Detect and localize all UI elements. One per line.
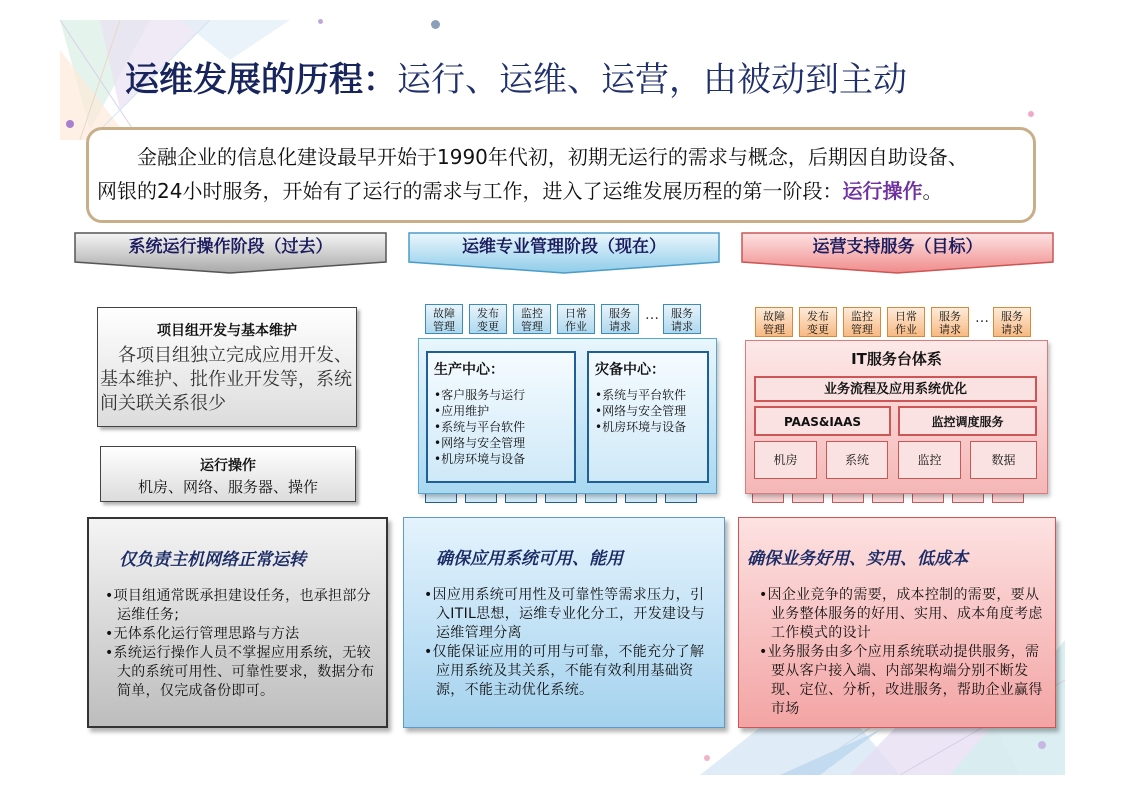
tab-line: 管理 bbox=[521, 320, 543, 333]
list-item: •因应用系统可用性及可靠性等需求压力，引入ITIL思想，运维专业化分工，开发建设与运维管理分离 bbox=[424, 587, 705, 641]
tick bbox=[872, 494, 904, 503]
tab-line: 服务 bbox=[939, 310, 961, 323]
tab-line: 日常 bbox=[895, 310, 917, 323]
past-dev-title: 项目组开发与基本维护 bbox=[157, 323, 297, 339]
ellipsis: … bbox=[645, 307, 659, 323]
dr-center-box bbox=[587, 351, 709, 483]
bottom-present-list bbox=[424, 586, 714, 700]
cell-system: 系统 bbox=[826, 441, 888, 479]
bottom-past-list bbox=[105, 587, 376, 701]
tab-fault-management bbox=[425, 304, 463, 334]
monitor-dispatch-box: 监控调度服务 bbox=[898, 406, 1037, 436]
tab-monitor-management bbox=[843, 307, 881, 337]
bottom-panel-present bbox=[403, 517, 725, 728]
past-dev-body: 各项目组独立完成应用开发、基本维护、批作业开发等，系统间关联关系很少 bbox=[100, 345, 352, 414]
tab-fault-management bbox=[755, 307, 793, 337]
past-ops-box bbox=[100, 446, 356, 502]
bottom-goal-list bbox=[759, 586, 1045, 719]
tab-monitor-management bbox=[513, 304, 551, 334]
paas-iaas-box: PAAS&IAAS bbox=[754, 406, 891, 436]
production-center-title: 生产中心： bbox=[434, 362, 504, 378]
tab-line: 管理 bbox=[763, 323, 785, 336]
tick bbox=[992, 494, 1024, 503]
tab-service-request bbox=[601, 304, 639, 334]
list-item: •网络与安全管理 bbox=[434, 436, 526, 450]
tick bbox=[952, 494, 984, 503]
tab-service-request-2 bbox=[993, 307, 1031, 337]
present-service-tabs bbox=[425, 304, 701, 334]
tab-release-change bbox=[799, 307, 837, 337]
tab-line: 管理 bbox=[851, 323, 873, 336]
decor-dot bbox=[1028, 111, 1034, 117]
tab-line: 变更 bbox=[807, 323, 829, 336]
past-ops-title: 运行操作 bbox=[200, 458, 256, 474]
tick bbox=[585, 494, 617, 503]
intro-highlight: 运行操作 bbox=[842, 179, 923, 203]
decor-dot bbox=[318, 19, 323, 24]
list-item: •因企业竞争的需要，成本控制的需要，要从业务整体服务的好用、实用、成本角度考虑工作模式的设计 bbox=[759, 587, 1043, 641]
bottom-goal-title: 确保业务好用、实用、低成本 bbox=[747, 549, 968, 569]
list-item: •系统运行操作人员不掌握应用系统，无较大的系统可用性、可靠性要求，数据分布简单，仅完成备份即可。 bbox=[105, 645, 375, 699]
tick bbox=[545, 494, 577, 503]
tick bbox=[792, 494, 824, 503]
bottom-past-title: 仅负责主机网络正常运转 bbox=[119, 550, 306, 570]
list-item: •机房环境与设备 bbox=[434, 452, 526, 466]
stage-header-present bbox=[408, 232, 720, 274]
tick bbox=[465, 494, 497, 503]
ellipsis: … bbox=[975, 310, 989, 326]
production-center-box bbox=[426, 351, 576, 483]
tab-service-request-2 bbox=[663, 304, 701, 334]
tick bbox=[665, 494, 697, 503]
title-bold: 运维发展的历程： bbox=[125, 60, 397, 100]
tab-line: 发布 bbox=[807, 310, 829, 323]
process-optimization-box: 业务流程及应用系统优化 bbox=[754, 376, 1037, 402]
stage-header-goal bbox=[741, 232, 1054, 274]
list-item: •无体系化运行管理思路与方法 bbox=[105, 626, 300, 642]
tab-line: 变更 bbox=[477, 320, 499, 333]
tab-daily-jobs bbox=[557, 304, 595, 334]
cell-data: 数据 bbox=[970, 441, 1037, 479]
tab-line: 发布 bbox=[477, 307, 499, 320]
stage-label-present: 运维专业管理阶段（现在） bbox=[462, 237, 666, 257]
tab-line: 服务 bbox=[609, 307, 631, 320]
tick bbox=[625, 494, 657, 503]
list-item: •业务服务由多个应用系统联动提供服务，需要从客户接入端、内部架构端分别不断发现、定位、分析，改进服务，帮助企业赢得市场 bbox=[759, 644, 1043, 717]
intro-line-1: 金融企业的信息化建设最早开始于1990年代初，初期无运行的需求与概念，后期因自助设备、 bbox=[137, 145, 968, 169]
intro-line-2 bbox=[97, 174, 1025, 208]
tab-daily-jobs bbox=[887, 307, 925, 337]
goal-service-tabs bbox=[755, 307, 1031, 337]
goal-ticks bbox=[752, 494, 1024, 503]
title-normal: 运行、运维、运营，由被动到主动 bbox=[397, 60, 907, 100]
it-service-desk-title: IT服务台体系 bbox=[851, 350, 942, 368]
tick bbox=[912, 494, 944, 503]
tab-line: 监控 bbox=[521, 307, 543, 320]
tab-line: 请求 bbox=[609, 320, 631, 333]
decor-dot bbox=[1038, 741, 1046, 749]
intro-end: 。 bbox=[922, 179, 943, 203]
tick bbox=[752, 494, 784, 503]
tab-line: 服务 bbox=[671, 307, 693, 320]
stage-header-past bbox=[74, 232, 387, 274]
list-item: •应用维护 bbox=[434, 404, 490, 418]
tick bbox=[425, 494, 457, 503]
tab-line: 请求 bbox=[671, 320, 693, 333]
tick bbox=[505, 494, 537, 503]
tab-release-change bbox=[469, 304, 507, 334]
cell-monitor: 监控 bbox=[898, 441, 961, 479]
tab-line: 故障 bbox=[433, 307, 455, 320]
list-item: •客户服务与运行 bbox=[434, 388, 526, 402]
list-item: •系统与平台软件 bbox=[434, 420, 526, 434]
present-ticks bbox=[425, 494, 697, 503]
intro-line-2-text: 网银的24小时服务，开始有了运行的需求与工作，进入了运维发展历程的第一阶段： bbox=[97, 179, 843, 203]
page-title bbox=[125, 52, 907, 101]
dr-center-title: 灾备中心： bbox=[595, 362, 665, 378]
bottom-panel-past bbox=[87, 517, 388, 728]
tab-line: 作业 bbox=[895, 323, 917, 336]
tab-line: 请求 bbox=[1001, 323, 1023, 336]
past-ops-body: 机房、网络、服务器、操作 bbox=[137, 478, 318, 496]
decor-dot bbox=[704, 755, 710, 761]
tab-line: 管理 bbox=[433, 320, 455, 333]
list-item: •项目组通常既承担建设任务，也承担部分运维任务; bbox=[105, 588, 371, 623]
list-item: •仅能保证应用的可用与可靠，不能充分了解应用系统及其关系，不能有效利用基础资源，不能主动优化系统。 bbox=[424, 644, 705, 698]
bottom-panel-goal bbox=[738, 517, 1056, 728]
stage-label-goal: 运营支持服务（目标） bbox=[812, 237, 983, 257]
bottom-present-title: 确保应用系统可用、能用 bbox=[436, 549, 623, 569]
decor-dot bbox=[66, 120, 74, 128]
cell-datacenter: 机房 bbox=[754, 441, 817, 479]
stage-label-past: 系统运行操作阶段（过去） bbox=[128, 237, 333, 257]
tab-service-request bbox=[931, 307, 969, 337]
intro-box bbox=[86, 127, 1036, 223]
past-dev-box bbox=[97, 307, 357, 427]
list-item: •机房环境与设备 bbox=[595, 420, 687, 434]
tab-line: 作业 bbox=[565, 320, 587, 333]
list-item: •系统与平台软件 bbox=[595, 388, 687, 402]
tab-line: 监控 bbox=[851, 310, 873, 323]
tab-line: 请求 bbox=[939, 323, 961, 336]
tab-line: 日常 bbox=[565, 307, 587, 320]
tick bbox=[832, 494, 864, 503]
tab-line: 故障 bbox=[763, 310, 785, 323]
tab-line: 服务 bbox=[1001, 310, 1023, 323]
decor-dot bbox=[431, 20, 440, 29]
list-item: •网络与安全管理 bbox=[595, 404, 687, 418]
